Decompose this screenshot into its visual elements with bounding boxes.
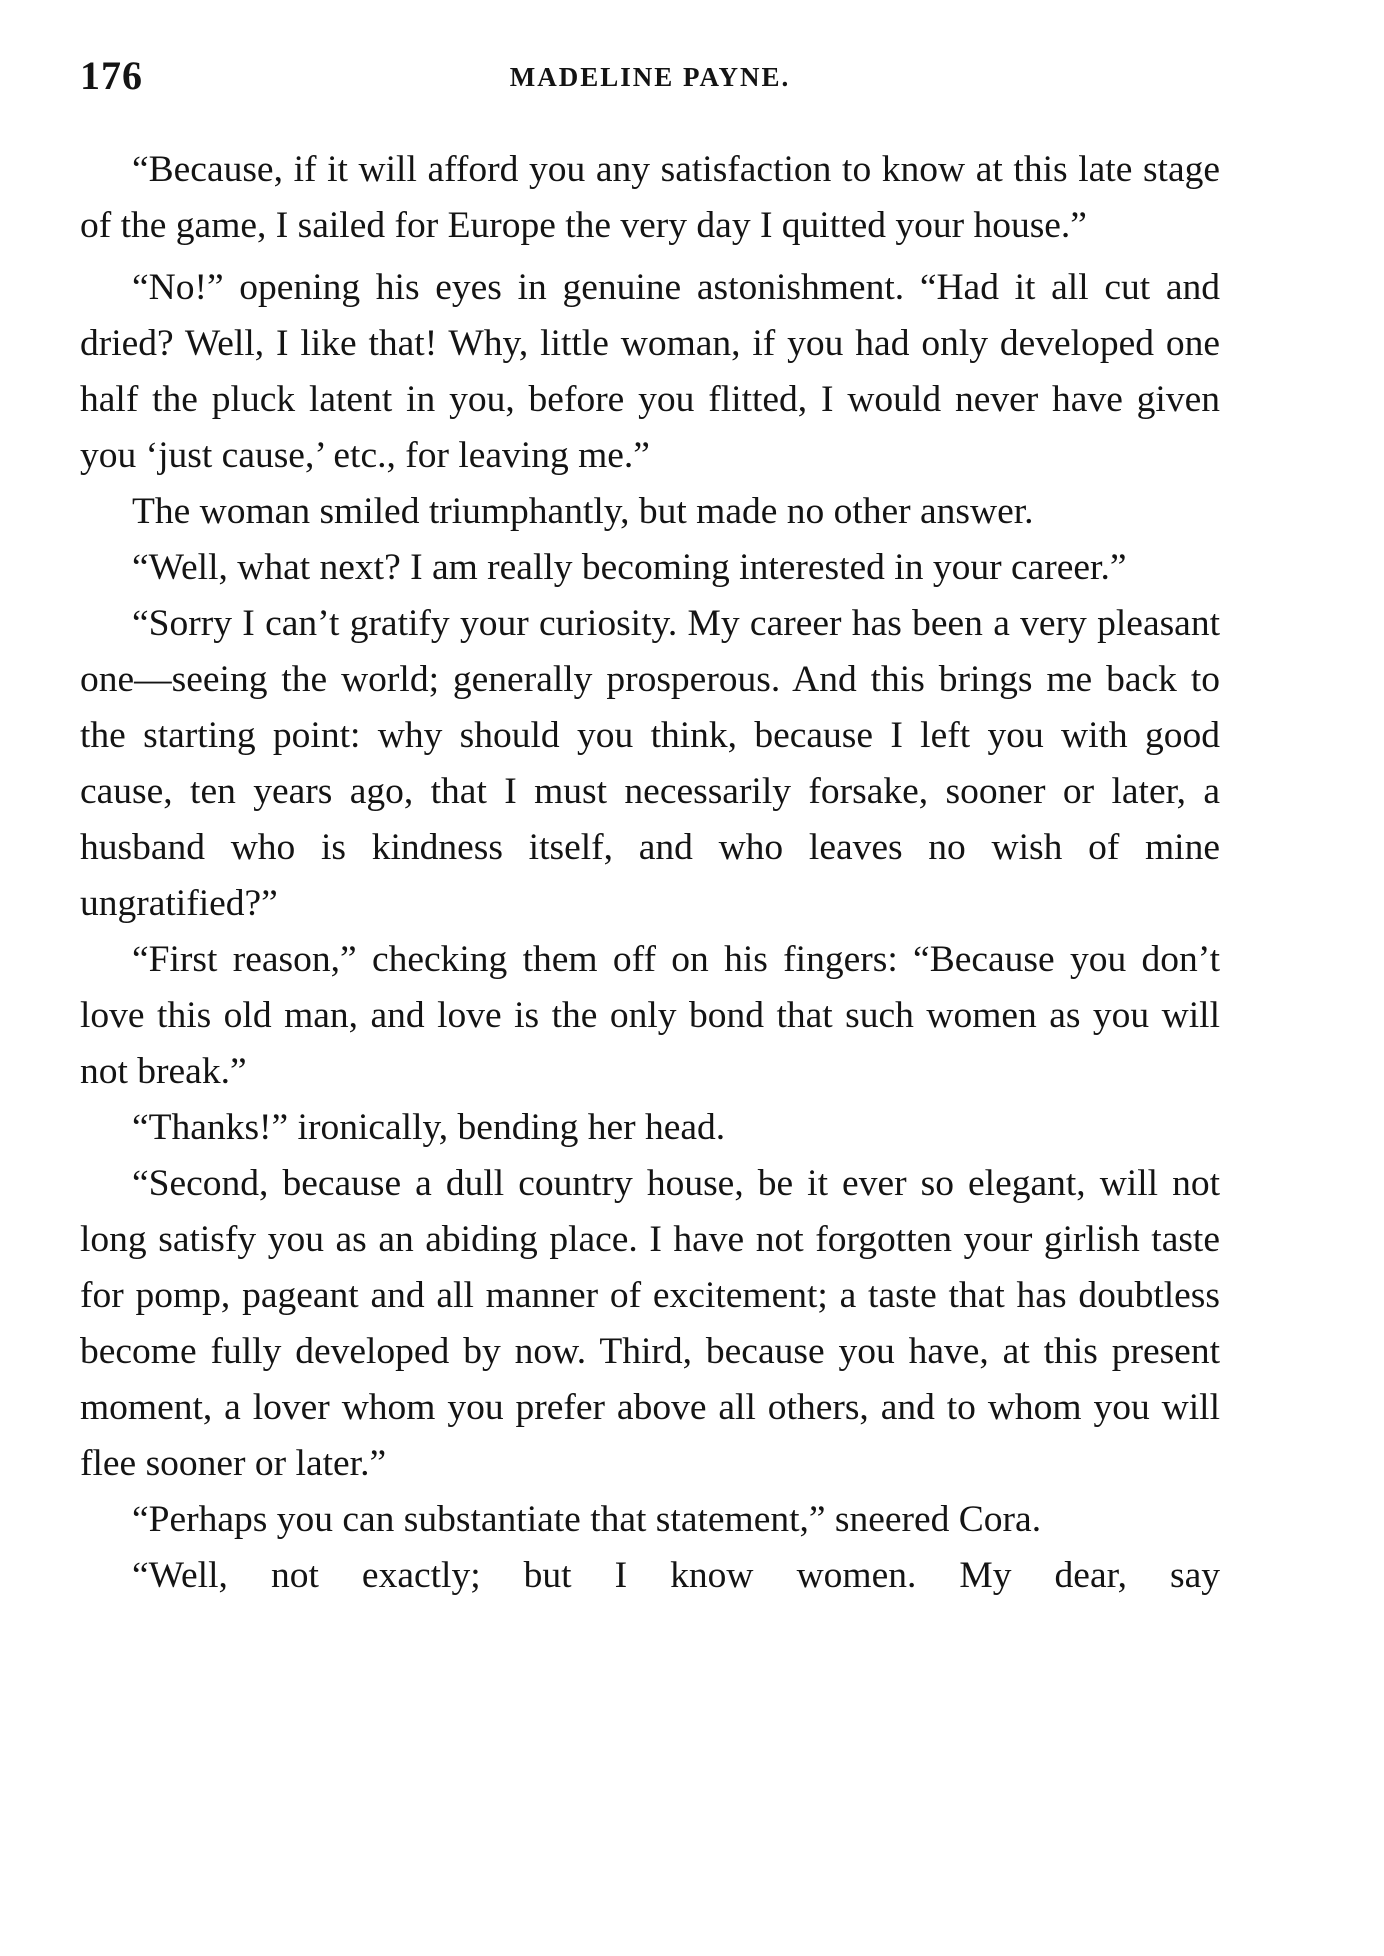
body-text (80, 142, 1220, 1604)
paragraph: The woman smiled triumphantly, but made no other answer. (132, 491, 1034, 532)
running-title: MADELINE PAYNE. (509, 62, 791, 92)
paragraph: “Because, if it will afford you any satisfaction to know at this late stage of the game, I sailed for Europe the very day I quitted your house.” (80, 149, 1220, 246)
paragraph: “Sorry I can’t gratify your curiosity. My career has been a very pleasant one—seeing the world; generally prosperous. And this brings me back to the starting point: why should you think, because I left you with good cause, ten years ago, that I must necessarily forsake, sooner or later, a husband who is kindness itself, and who leaves no wish of mine ungratified?” (80, 603, 1220, 924)
page-number: 176 (80, 53, 143, 98)
paragraph: “Second, because a dull country house, be it ever so elegant, will not long satisfy you as an abiding place. I have not forgotten your girlish taste for pomp, pageant and all manner of excitement; a taste that has doubtless become fully developed by now. Third, because you have, at this present moment, a lover whom you prefer above all others, and to whom you will flee sooner or later.” (80, 1163, 1220, 1484)
paragraph: “No!” opening his eyes in genuine astonishment. “Had it all cut and dried? Well, I like that! Why, little woman, if you had only developed one half the pluck latent in you, before you flitted, I would never have given you ‘just cause,’ etc., for leaving me.” (80, 267, 1220, 476)
paragraph: “Well, what next? I am really becoming interested in your career.” (132, 547, 1127, 588)
paragraph: “First reason,” checking them off on his fingers: “Because you don’t love this old man, and love is the only bond that such women as you will not break.” (80, 939, 1220, 1092)
paragraph: “Thanks!” ironically, bending her head. (132, 1107, 726, 1148)
paragraph: “Well, not exactly; but I know women. My dear, say (132, 1555, 1220, 1596)
running-head (80, 52, 1220, 96)
paragraph: “Perhaps you can substantiate that statement,” sneered Cora. (132, 1499, 1042, 1540)
